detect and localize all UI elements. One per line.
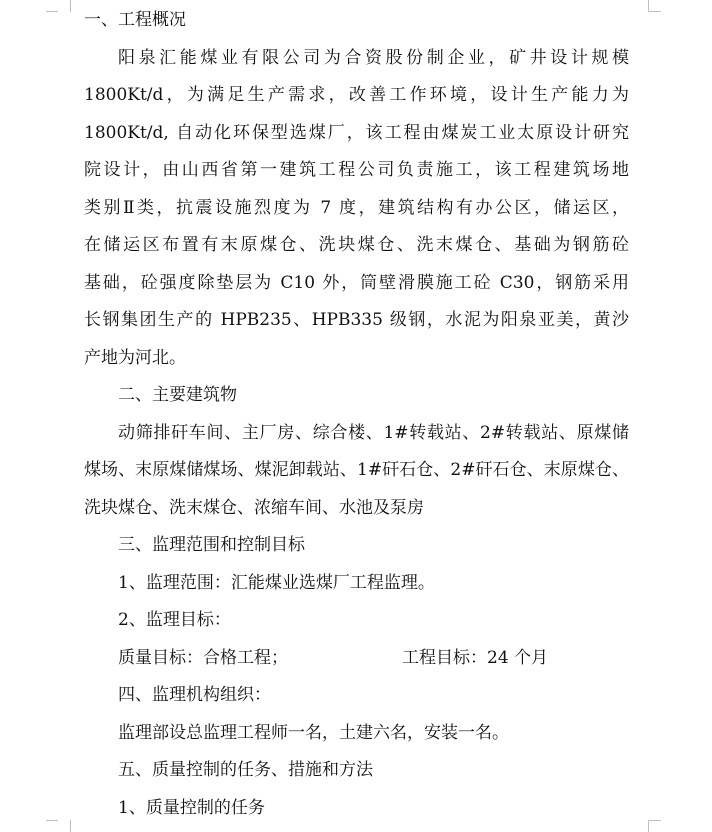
targets-row: [84, 640, 629, 678]
paragraph-line: 在储运区布置有末原煤仓、洗块煤仓、洗末煤仓、基础为钢筋砼: [84, 235, 629, 255]
corner-mark-bottom-right: [648, 820, 661, 832]
paragraph-line: 阳泉汇能煤业有限公司为合资股份制企业，矿井设计规模: [118, 47, 629, 68]
corner-mark-bottom-right-horizontal: [649, 820, 661, 821]
schedule-target: 工程目标：24 个月: [402, 647, 549, 668]
corner-mark-top-right-horizontal: [649, 11, 661, 12]
corner-mark-bottom-left: [58, 820, 71, 832]
subsection-targets: 2、监理目标：: [118, 610, 231, 630]
paragraph-line: 煤场、末原煤储煤场、煤泥卸载站、1#矸石仓、2#矸石仓、末原煤仓、: [84, 460, 629, 480]
heading-scope-and-targets: 三、监理范围和控制目标: [118, 535, 305, 555]
paragraph-line: 洗块煤仓、洗末煤仓、浓缩车间、水池及泵房: [84, 497, 424, 518]
paragraph-organization: 监理部设总监理工程师一名，土建六名，安装一名。: [118, 722, 509, 743]
heading-supervision-organization: 四、监理机构组织：: [118, 685, 271, 705]
paragraph-line: 院设计，由山西省第一建筑工程公司负责施工，该工程建筑场地: [84, 160, 629, 180]
document-body[interactable]: [84, 2, 629, 827]
subsection-quality-tasks: 1、质量控制的任务: [118, 797, 265, 818]
paragraph-line: 产地为河北。: [84, 347, 186, 368]
paragraph-line: 1800Kt/d, 自动化环保型选煤厂，该工程由煤炭工业太原设计研究: [84, 122, 629, 143]
paragraph-line: 基础，砼强度除垫层为 C10 外，筒壁滑膜施工砼 C30，钢筋采用: [84, 272, 629, 293]
heading-project-overview: 一、工程概况: [84, 10, 186, 30]
corner-mark-top-left: [58, 0, 71, 12]
heading-main-buildings: 二、主要建筑物: [118, 385, 237, 405]
paragraph-line: 长钢集团生产的 HPB235、HPB335 级钢，水泥为阳泉亚美，黄沙: [84, 310, 629, 330]
heading-quality-control: 五、质量控制的任务、措施和方法: [118, 760, 373, 780]
corner-mark-top-left-horizontal: [46, 11, 58, 12]
corner-mark-bottom-left-horizontal: [46, 820, 58, 821]
paragraph-line: 1800Kt/d，为满足生产需求，改善工作环境，设计生产能力为: [84, 85, 629, 105]
subsection-scope: 1、监理范围：汇能煤业选煤厂工程监理。: [118, 572, 435, 593]
quality-target: 质量目标：合格工程；: [118, 647, 288, 668]
paragraph-line: 类别Ⅱ类，抗震设施烈度为 7 度，建筑结构有办公区，储运区，: [84, 197, 629, 218]
paragraph-line: 动筛排矸车间、主厂房、综合楼、1#转载站、2#转载站、原煤储: [118, 422, 629, 443]
